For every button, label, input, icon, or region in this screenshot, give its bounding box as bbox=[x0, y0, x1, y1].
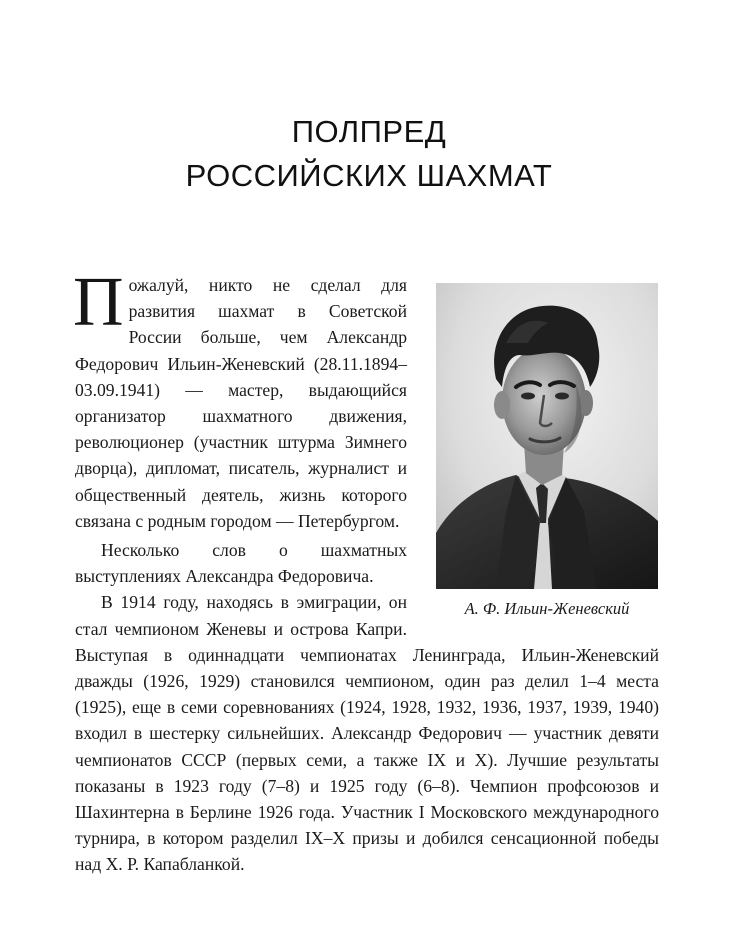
article-body bbox=[73, 264, 659, 878]
chapter-title-line-2: РОССИЙСКИХ ШАХМАТ bbox=[185, 158, 553, 193]
chapter-title-line-1: ПОЛПРЕД bbox=[291, 114, 447, 149]
drop-cap: П bbox=[73, 264, 124, 341]
chapter-title bbox=[0, 110, 738, 198]
paragraph-1-text: ожалуй, никто не сделал для развития шахмат в Советской России больше, чем Александр Федорович Ильин-Женевский (28.11.1894–03.09.1941) — мастер, выдающийся организатор шахматного движения, революционер (участник штурма Зимнего дворца), дипломат, писатель, журналист и общественный деятель, жизнь которого связана с родным городом — Петербургом. bbox=[75, 275, 407, 531]
paragraph-2: Несколько слов о шахматных выступлениях Александра Федоровича. bbox=[75, 540, 407, 587]
photo-caption: А. Ф. Ильин-Женевский bbox=[464, 599, 630, 618]
photo-wrap-space bbox=[407, 272, 659, 618]
paragraph-3: В 1914 году, находясь в эмиграции, он стал чемпионом Женевы и острова Капри. Выступая в одиннадцати чемпионатах Ленинграда, Ильин-Женевский дважды (1926, 1929) становился чемпионом, один раз делил 1–4 места (1925), еще в семи соревнованиях (1924, 1928, 1932, 1936, 1937, 1939, 1940) входил в шестерку сильнейших. Александр Федорович — участник девяти чемпионатов СССР (первых семи, а также IX и X). Лучшие результаты показаны в 1923 году (7–8) и 1925 году (6–8). Чемпион профсоюзов и Шахинтерна в Берлине 1926 года. Участник I Московского международного турнира, в котором разделил IX–X призы и добился сенсационной победы над Х. Р. Капабланкой. bbox=[75, 592, 659, 875]
